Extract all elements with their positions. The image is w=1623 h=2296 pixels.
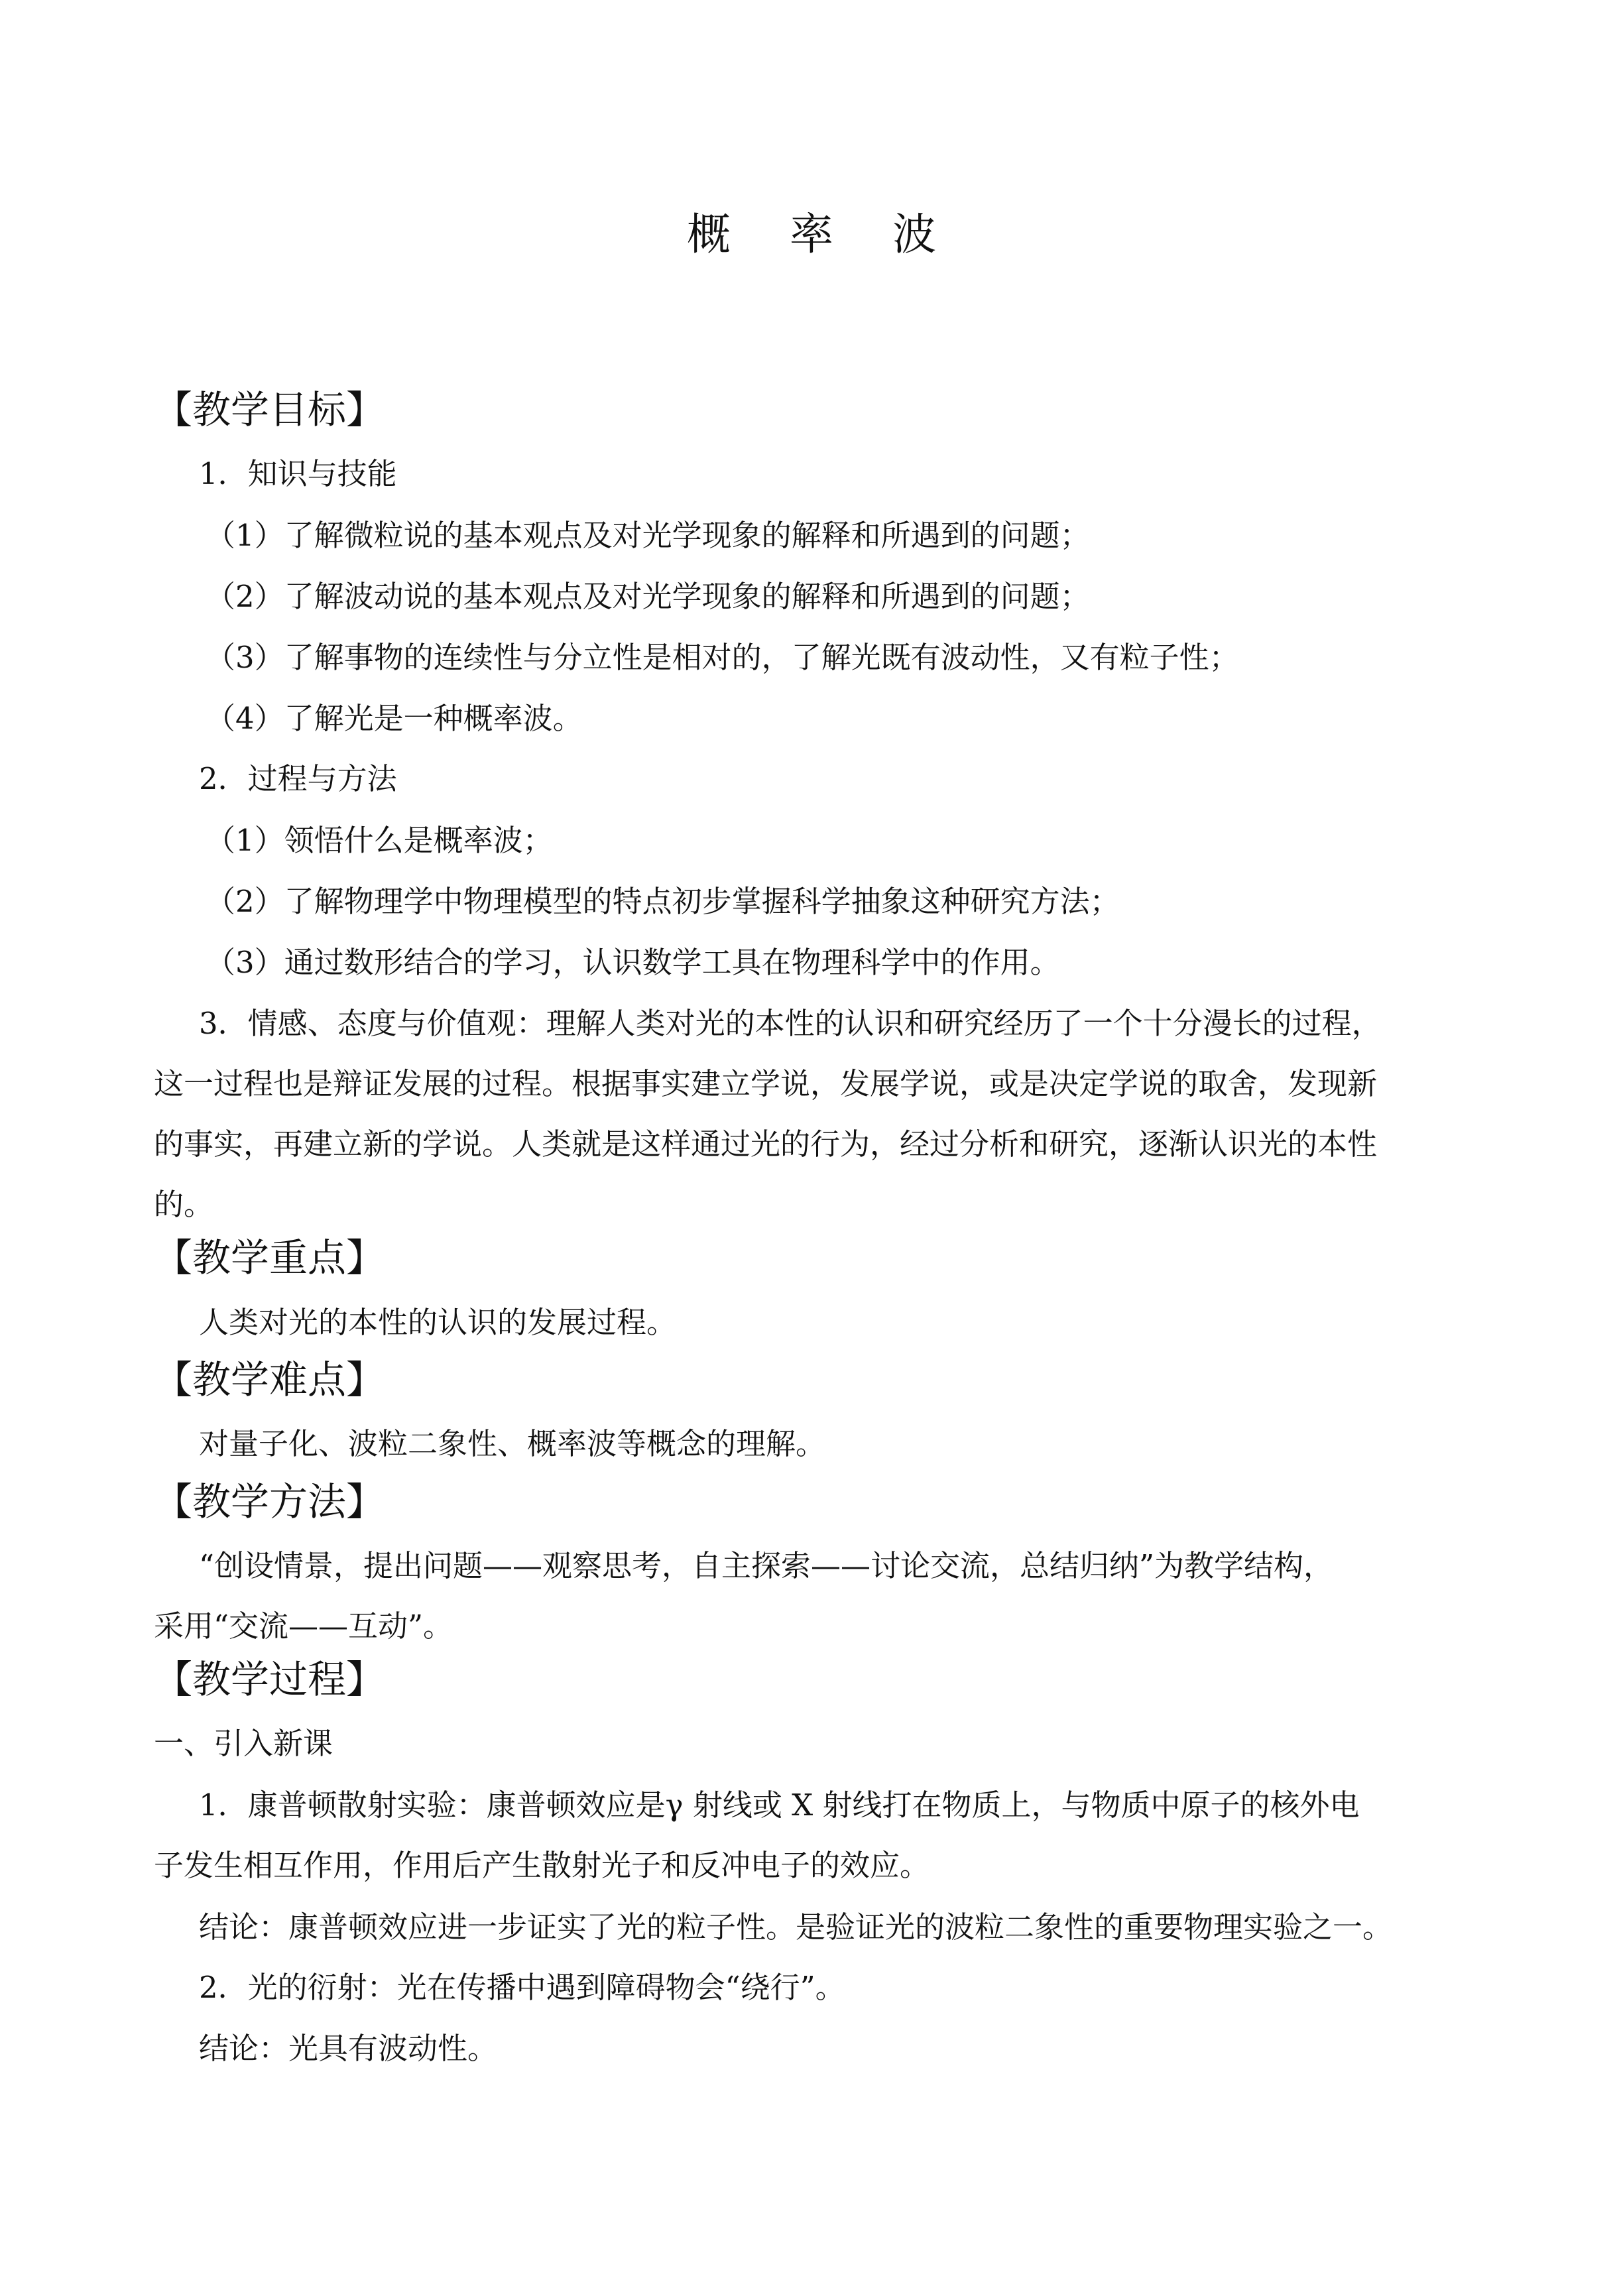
objective-process-item: （2）了解物理学中物理模型的特点初步掌握科学抽象这种研究方法；: [206, 884, 1120, 919]
objective-knowledge-item: （1）了解微粒说的基本观点及对光学现象的解释和所遇到的问题；: [206, 518, 1090, 553]
objective-process-item: （1）领悟什么是概率波；: [206, 823, 553, 858]
objective-emotion-line: 的事实，再建立新的学说。人类就是这样通过光的行为，经过分析和研究，逐渐认识光的本性: [154, 1126, 1378, 1162]
process-compton-line: 子发生相互作用，作用后产生散射光子和反冲电子的效应。: [154, 1848, 930, 1883]
objective-emotion-line: 3．情感、态度与价值观：理解人类对光的本性的认识和研究经历了一个十分漫长的过程，: [199, 1006, 1382, 1041]
page-title: 概 率 波: [687, 209, 959, 260]
objective-knowledge-item: （4）了解光是一种概率波。: [206, 701, 583, 736]
objective-emotion-line: 这一过程也是辩证发展的过程。根据事实建立学说，发展学说，或是决定学说的取舍，发现新: [154, 1066, 1378, 1101]
process-diffraction-line: 2．光的衍射：光在传播中遇到障碍物会“绕行”。: [199, 1970, 845, 2005]
section-heading-methods: 【教学方法】: [154, 1479, 385, 1524]
key-points-text: 人类对光的本性的认识的发展过程。: [199, 1305, 677, 1340]
section-heading-process: 【教学过程】: [154, 1657, 385, 1702]
process-intro-heading: 一、引入新课: [154, 1726, 333, 1761]
process-compton-conclusion: 结论：康普顿效应进一步证实了光的粒子性。是验证光的波粒二象性的重要物理实验之一。: [199, 1909, 1393, 1945]
section-heading-key-points: 【教学重点】: [154, 1235, 385, 1280]
objective-process-item: （3）通过数形结合的学习，认识数学工具在物理科学中的作用。: [206, 945, 1060, 980]
section-heading-difficulties: 【教学难点】: [154, 1357, 385, 1402]
section-heading-objectives: 【教学目标】: [154, 387, 385, 432]
methods-line: 采用“交流——互动”。: [154, 1608, 453, 1644]
methods-line: “创设情景，提出问题——观察思考，自主探索——讨论交流，总结归纳”为教学结构，: [199, 1548, 1334, 1583]
process-compton-line: 1．康普顿散射实验：康普顿效应是γ 射线或 X 射线打在物质上，与物质中原子的核外电: [199, 1787, 1360, 1823]
process-diffraction-conclusion: 结论：光具有波动性。: [199, 2031, 498, 2066]
objective-knowledge-item: （3）了解事物的连续性与分立性是相对的，了解光既有波动性，又有粒子性；: [206, 640, 1239, 675]
objective-process-title: 2．过程与方法: [199, 761, 397, 796]
objective-emotion-line: 的。: [154, 1187, 214, 1222]
objective-knowledge-title: 1．知识与技能: [199, 456, 397, 491]
difficulties-text: 对量子化、波粒二象性、概率波等概念的理解。: [199, 1426, 826, 1461]
objective-knowledge-item: （2）了解波动说的基本观点及对光学现象的解释和所遇到的问题；: [206, 579, 1090, 614]
